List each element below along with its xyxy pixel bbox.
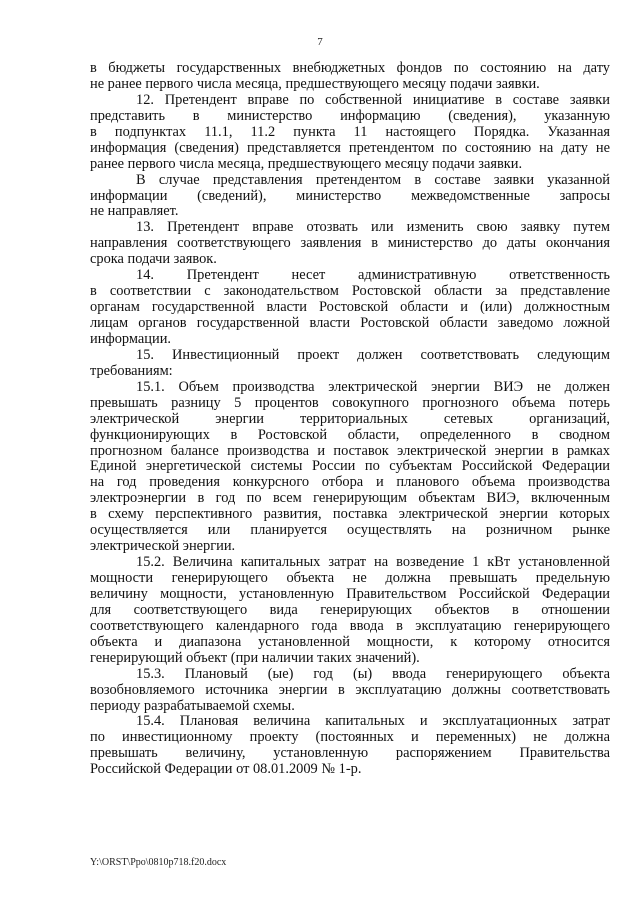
paragraph — [90, 348, 610, 380]
paragraph — [90, 714, 610, 778]
text-line: в подпунктах 11.1, 11.2 пункта 11 настоящего Порядка. Указанная — [90, 124, 610, 140]
text-line: не направляет. — [90, 204, 179, 220]
text-line: лицам органов государственной власти Ростовской области заведомо ложной — [90, 316, 610, 331]
text-line: в бюджеты государственных внебюджетных фондов по состоянию на дату — [90, 61, 610, 76]
paragraph — [90, 173, 610, 221]
text-line: 15.3. Плановый (ые) год (ы) ввода генерирующего объекта — [136, 666, 610, 682]
text-line: Единой энергетической системы России по субъектам Российской Федерации — [90, 459, 610, 475]
text-line: осуществляется или планируется осуществлять на розничном рынке — [90, 523, 610, 539]
text-line: на год проведения конкурсного отбора и планового объема производства — [90, 475, 610, 491]
text-line: электрической энергии территориальных сетевых организаций, — [90, 411, 610, 427]
paragraph — [90, 380, 610, 555]
paragraph — [90, 93, 610, 173]
text-line: 13. Претендент вправе отозвать или изменить свою заявку путем — [136, 220, 610, 236]
text-line: 14. Претендент несет административную ответственность — [136, 268, 610, 284]
text-line: электрической энергии. — [90, 539, 236, 555]
text-line: 15.1. Объем производства электрической энергии ВИЭ не должен — [136, 379, 610, 395]
text-line: мощности генерирующего объекта не должна превышать предельную — [90, 571, 610, 586]
text-line: периоду разрабатываемой схемы. — [90, 698, 295, 714]
text-line: требованиям: — [90, 363, 173, 379]
text-line: ранее первого числа месяца, предшествующего месяцу подачи заявки. — [90, 156, 523, 172]
document-body — [90, 61, 610, 778]
text-line: Российской Федерации от 08.01.2009 № 1-р. — [90, 762, 362, 778]
text-line: превышать разницу 5 процентов совокупного прогнозного объема потерь — [90, 395, 610, 411]
text-line: возобновляемого источника энергии в эксплуатацию должны соответствовать — [90, 682, 610, 698]
text-line: объекта и диапазона установленной мощности, к которому относится — [90, 634, 610, 650]
paragraph — [90, 555, 610, 667]
text-line: направления соответствующего заявления в министерство до даты окончания — [90, 236, 610, 252]
paragraph — [90, 61, 610, 93]
text-line: срока подачи заявок. — [90, 252, 217, 268]
file-path-footer: Y:\ORST\Ppo\0810p718.f20.docx — [90, 857, 227, 868]
page-number: 7 — [317, 36, 323, 48]
text-line: в схему перспективного развития, поставка электрической энергии которых — [90, 507, 610, 523]
text-line: 12. Претендент вправе по собственной инициативе в составе заявки — [136, 92, 610, 108]
text-line: информации (сведений), министерство межведомственные запросы — [90, 188, 610, 204]
text-line: электроэнергии в год по всем генерирующим объектам ВИЭ, включенным — [90, 491, 610, 507]
paragraph — [90, 220, 610, 268]
text-line: не ранее первого числа месяца, предшествующего месяцу подачи заявки. — [90, 76, 540, 92]
paragraph — [90, 667, 610, 715]
paragraph — [90, 268, 610, 348]
text-line: 15.4. Плановая величина капитальных и эксплуатационных затрат — [136, 714, 610, 730]
text-line: 15. Инвестиционный проект должен соответствовать следующим — [136, 347, 610, 363]
text-line: информации. — [90, 331, 171, 347]
text-line: прогнозном балансе производства и поставок электрической энергии в рамках — [90, 443, 610, 459]
text-line: по инвестиционному проекту (постоянных и переменных) не должна — [90, 730, 610, 746]
text-line: В случае представления претендентом в составе заявки указанной — [136, 172, 610, 188]
text-line: органам государственной власти Ростовской области и (или) должностным — [90, 300, 610, 316]
text-line: превышать величину, установленную распоряжением Правительства — [90, 746, 610, 762]
text-line: для соответствующего вида генерирующих объектов в отношении — [90, 602, 610, 618]
text-line: генерирующий объект (при наличии таких значений). — [90, 650, 420, 666]
text-line: 15.2. Величина капитальных затрат на возведение 1 кВт установленной — [136, 555, 610, 571]
text-line: соответствующего календарного года ввода в эксплуатацию генерирующего — [90, 618, 610, 634]
text-line: в соответствии с законодательством Ростовской области за представление — [90, 284, 610, 300]
text-line: информация (сведения) представляется претендентом по состоянию на дату не — [90, 140, 610, 156]
text-line: функционирующих в Ростовской области, определенного в сводном — [90, 427, 610, 443]
text-line: величину мощности, установленную Правительством Российской Федерации — [90, 586, 610, 602]
text-line: представить в министерство информацию (сведения), указанную — [90, 108, 610, 124]
